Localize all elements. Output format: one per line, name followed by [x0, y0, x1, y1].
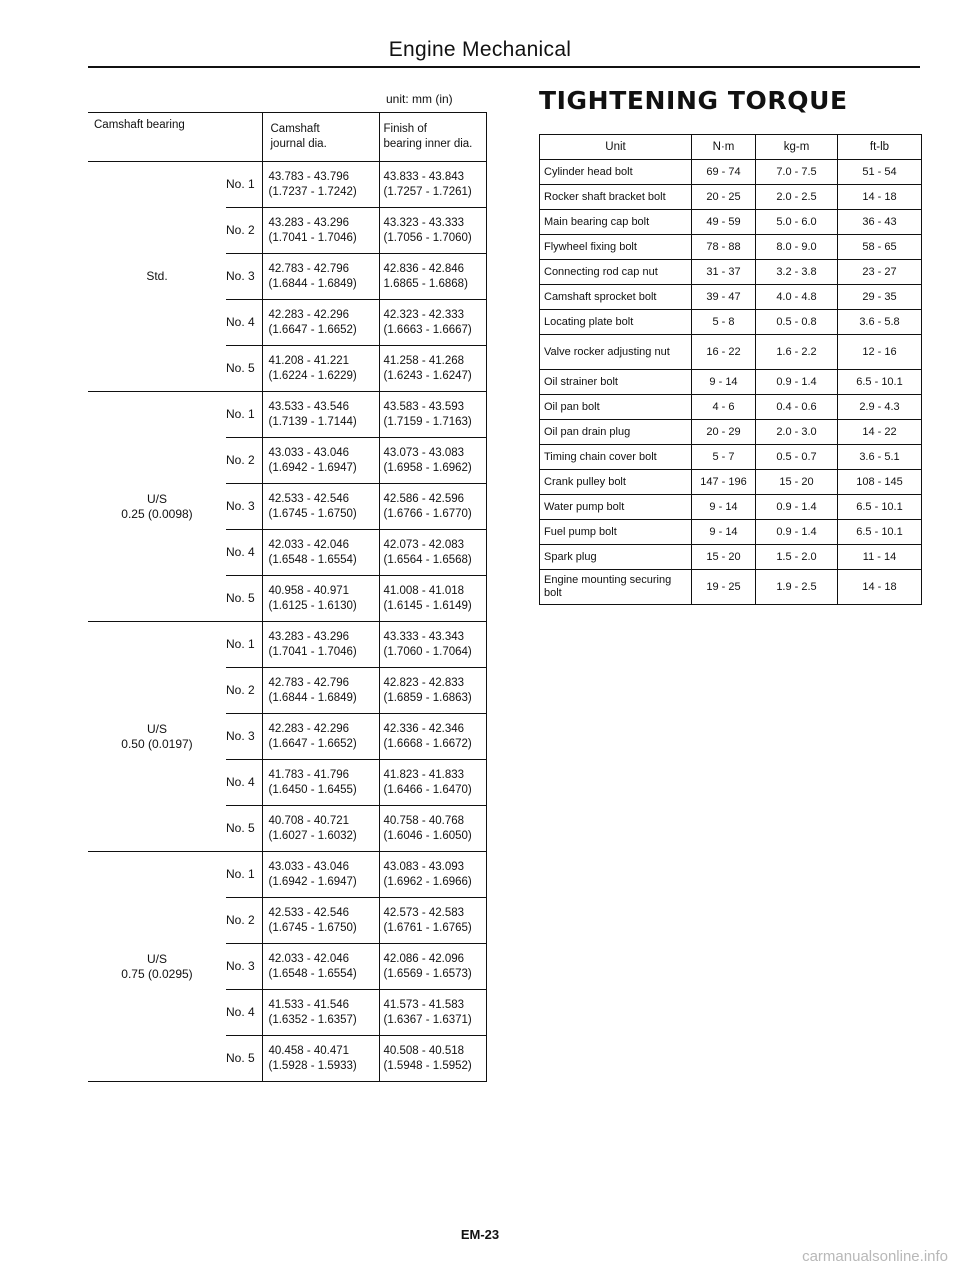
- journal-dia-in: (1.6450 - 1.6455): [268, 783, 357, 796]
- table-row: [540, 520, 922, 545]
- journal-dia-in: (1.6548 - 1.6554): [268, 967, 357, 980]
- finish-dia-in: (1.7257 - 1.7261): [383, 185, 472, 198]
- finish-dia-mm: 41.823 - 41.833: [383, 768, 465, 781]
- torque-kgm-value: 0.4 - 0.6: [756, 395, 838, 420]
- table-row: [540, 260, 922, 285]
- finish-dia-in: (1.6962 - 1.6966): [383, 875, 472, 888]
- finish-dia-in: (1.6668 - 1.6672): [383, 737, 472, 750]
- group-label-line2: 0.75 (0.0295): [121, 966, 193, 981]
- torque-ftlb-value: 3.6 - 5.1: [838, 445, 922, 470]
- bearing-number: No. 4: [226, 760, 262, 806]
- table-row: [88, 622, 486, 668]
- finish-dia-mm: 42.836 - 42.846: [383, 262, 465, 275]
- finish-dia-mm: 42.823 - 42.833: [383, 676, 465, 689]
- bearing-number: No. 4: [226, 990, 262, 1036]
- bearing-number: No. 1: [226, 162, 262, 208]
- bearing-number: No. 5: [226, 1036, 262, 1082]
- torque-nm-value: 20 - 25: [692, 185, 756, 210]
- journal-dia-mm: 43.283 - 43.296: [268, 630, 350, 643]
- finish-header-line2: bearing inner dia.: [383, 138, 473, 150]
- table-row: [540, 210, 922, 235]
- finish-dia-in: (1.6859 - 1.6863): [383, 691, 472, 704]
- header-rule: [88, 66, 920, 68]
- torque-ftlb-value: 6.5 - 10.1: [838, 370, 922, 395]
- table-row: [88, 162, 486, 208]
- torque-ftlb-value: 36 - 43: [838, 210, 922, 235]
- finish-dia-in: (1.7056 - 1.7060): [383, 231, 472, 244]
- table-row: [540, 420, 922, 445]
- journal-dia-in: (1.6647 - 1.6652): [268, 737, 357, 750]
- torque-nm-value: 49 - 59: [692, 210, 756, 235]
- journal-dia-mm: 42.033 - 42.046: [268, 952, 350, 965]
- torque-ftlb-value: 23 - 27: [838, 260, 922, 285]
- journal-dia-cell: [262, 392, 379, 438]
- journal-dia-mm: 43.033 - 43.046: [268, 860, 350, 873]
- journal-dia-mm: 41.533 - 41.546: [268, 998, 350, 1011]
- journal-dia-in: (1.6647 - 1.6652): [268, 323, 357, 336]
- finish-dia-cell: [379, 760, 486, 806]
- finish-dia-mm: 43.833 - 43.843: [383, 170, 465, 183]
- tightening-torque-table: [539, 134, 922, 605]
- camshaft-bearing-table: [88, 112, 487, 1082]
- journal-dia-mm: 42.283 - 42.296: [268, 308, 350, 321]
- finish-dia-in: (1.6046 - 1.6050): [383, 829, 472, 842]
- finish-header-line1: Finish of: [383, 123, 427, 135]
- finish-dia-mm: 41.008 - 41.018: [383, 584, 465, 597]
- finish-dia-in: (1.6958 - 1.6962): [383, 461, 472, 474]
- torque-nm-value: 69 - 74: [692, 160, 756, 185]
- torque-item-name: Engine mounting securing bolt: [540, 570, 692, 605]
- torque-ftlb-value: 6.5 - 10.1: [838, 520, 922, 545]
- finish-dia-mm: 40.758 - 40.768: [383, 814, 465, 827]
- journal-dia-in: (1.6745 - 1.6750): [268, 921, 357, 934]
- bearing-number: No. 4: [226, 530, 262, 576]
- journal-dia-cell: [262, 668, 379, 714]
- tightening-torque-title: TIGHTENING TORQUE: [539, 86, 848, 115]
- bearing-number: No. 3: [226, 944, 262, 990]
- journal-dia-in: (1.6844 - 1.6849): [268, 691, 357, 704]
- finish-dia-in: (1.6761 - 1.6765): [383, 921, 472, 934]
- torque-nm-value: 147 - 196: [692, 470, 756, 495]
- journal-header-line2: journal dia.: [270, 138, 327, 150]
- journal-dia-in: (1.6224 - 1.6229): [268, 369, 357, 382]
- bearing-number: No. 2: [226, 438, 262, 484]
- torque-nm-value: 31 - 37: [692, 260, 756, 285]
- bearing-number: No. 1: [226, 622, 262, 668]
- journal-dia-in: (1.6027 - 1.6032): [268, 829, 357, 842]
- finish-dia-mm: 43.073 - 43.083: [383, 446, 465, 459]
- finish-dia-cell: [379, 254, 486, 300]
- bearing-number: No. 3: [226, 254, 262, 300]
- table-row: [540, 470, 922, 495]
- bearing-group-label: [88, 392, 226, 622]
- finish-dia-mm: 42.073 - 42.083: [383, 538, 465, 551]
- journal-dia-cell: [262, 852, 379, 898]
- journal-dia-cell: [262, 438, 379, 484]
- finish-dia-cell: [379, 484, 486, 530]
- torque-ftlb-value: 108 - 145: [838, 470, 922, 495]
- journal-dia-mm: 43.783 - 43.796: [268, 170, 350, 183]
- torque-item-name: Oil pan drain plug: [540, 420, 692, 445]
- journal-dia-cell: [262, 530, 379, 576]
- torque-item-name: Main bearing cap bolt: [540, 210, 692, 235]
- bearing-number: No. 2: [226, 668, 262, 714]
- finish-dia-cell: [379, 668, 486, 714]
- journal-dia-cell: [262, 622, 379, 668]
- finish-dia-mm: 40.508 - 40.518: [383, 1044, 465, 1057]
- page-header-title: Engine Mechanical: [388, 38, 572, 61]
- journal-dia-header: [262, 113, 379, 162]
- finish-dia-cell: [379, 530, 486, 576]
- torque-nm-value: 16 - 22: [692, 335, 756, 370]
- torque-kgm-value: 0.9 - 1.4: [756, 495, 838, 520]
- journal-dia-cell: [262, 898, 379, 944]
- bearing-number: No. 5: [226, 806, 262, 852]
- group-label-line1: Std.: [146, 269, 168, 283]
- torque-ftlb-value: 6.5 - 10.1: [838, 495, 922, 520]
- journal-dia-mm: 43.033 - 43.046: [268, 446, 350, 459]
- finish-dia-mm: 42.323 - 42.333: [383, 308, 465, 321]
- journal-dia-mm: 43.283 - 43.296: [268, 216, 350, 229]
- torque-kgm-value: 4.0 - 4.8: [756, 285, 838, 310]
- journal-dia-mm: 41.208 - 41.221: [268, 354, 350, 367]
- finish-dia-cell: [379, 806, 486, 852]
- journal-dia-cell: [262, 1036, 379, 1082]
- torque-nm-value: 4 - 6: [692, 395, 756, 420]
- journal-dia-in: (1.6352 - 1.6357): [268, 1013, 357, 1026]
- torque-kgm-value: 7.0 - 7.5: [756, 160, 838, 185]
- torque-item-name: Flywheel fixing bolt: [540, 235, 692, 260]
- journal-dia-mm: 40.708 - 40.721: [268, 814, 350, 827]
- finish-dia-in: (1.6663 - 1.6667): [383, 323, 472, 336]
- journal-dia-mm: 42.033 - 42.046: [268, 538, 350, 551]
- journal-dia-cell: [262, 760, 379, 806]
- finish-dia-mm: 42.336 - 42.346: [383, 722, 465, 735]
- journal-dia-cell: [262, 162, 379, 208]
- torque-table-body: [540, 160, 922, 605]
- finish-dia-header: [379, 113, 486, 162]
- torque-kgm-value: 1.5 - 2.0: [756, 545, 838, 570]
- torque-nm-header: N·m: [692, 135, 756, 160]
- finish-dia-cell: [379, 208, 486, 254]
- finish-dia-cell: [379, 852, 486, 898]
- finish-dia-cell: [379, 162, 486, 208]
- table-row: [88, 392, 486, 438]
- journal-dia-cell: [262, 990, 379, 1036]
- group-label-line2: 0.25 (0.0098): [121, 506, 193, 521]
- journal-dia-mm: 42.533 - 42.546: [268, 492, 350, 505]
- torque-item-name: Fuel pump bolt: [540, 520, 692, 545]
- finish-dia-in: (1.7159 - 1.7163): [383, 415, 472, 428]
- finish-dia-cell: [379, 622, 486, 668]
- journal-dia-in: (1.6844 - 1.6849): [268, 277, 357, 290]
- torque-kgm-header: kg-m: [756, 135, 838, 160]
- bearing-number: No. 2: [226, 898, 262, 944]
- finish-dia-mm: 43.323 - 43.333: [383, 216, 465, 229]
- torque-item-name: Spark plug: [540, 545, 692, 570]
- finish-dia-cell: [379, 898, 486, 944]
- finish-dia-in: (1.6367 - 1.6371): [383, 1013, 472, 1026]
- torque-ftlb-value: 11 - 14: [838, 545, 922, 570]
- torque-ftlb-value: 3.6 - 5.8: [838, 310, 922, 335]
- torque-nm-value: 78 - 88: [692, 235, 756, 260]
- journal-dia-mm: 42.783 - 42.796: [268, 262, 350, 275]
- torque-kgm-value: 5.0 - 6.0: [756, 210, 838, 235]
- journal-dia-mm: 42.283 - 42.296: [268, 722, 350, 735]
- torque-ftlb-value: 14 - 22: [838, 420, 922, 445]
- finish-dia-mm: 41.573 - 41.583: [383, 998, 465, 1011]
- camshaft-unit-note: unit: mm (in): [386, 92, 453, 106]
- torque-nm-value: 5 - 7: [692, 445, 756, 470]
- torque-nm-value: 15 - 20: [692, 545, 756, 570]
- torque-item-name: Rocker shaft bracket bolt: [540, 185, 692, 210]
- finish-dia-in: (1.6569 - 1.6573): [383, 967, 472, 980]
- journal-dia-mm: 41.783 - 41.796: [268, 768, 350, 781]
- torque-kgm-value: 8.0 - 9.0: [756, 235, 838, 260]
- torque-ftlb-value: 51 - 54: [838, 160, 922, 185]
- torque-item-name: Camshaft sprocket bolt: [540, 285, 692, 310]
- table-row: [540, 160, 922, 185]
- torque-kgm-value: 3.2 - 3.8: [756, 260, 838, 285]
- journal-dia-cell: [262, 714, 379, 760]
- bearing-group-label: [88, 622, 226, 852]
- table-row: [540, 335, 922, 370]
- journal-dia-cell: [262, 300, 379, 346]
- journal-dia-cell: [262, 254, 379, 300]
- torque-nm-value: 5 - 8: [692, 310, 756, 335]
- finish-dia-cell: [379, 944, 486, 990]
- torque-nm-value: 9 - 14: [692, 495, 756, 520]
- group-label-line1: U/S: [146, 491, 167, 506]
- bearing-number: No. 3: [226, 484, 262, 530]
- journal-dia-in: (1.6942 - 1.6947): [268, 461, 357, 474]
- journal-dia-in: (1.7237 - 1.7242): [268, 185, 357, 198]
- torque-nm-value: 9 - 14: [692, 370, 756, 395]
- finish-dia-cell: [379, 392, 486, 438]
- torque-nm-value: 39 - 47: [692, 285, 756, 310]
- torque-ftlb-value: 2.9 - 4.3: [838, 395, 922, 420]
- finish-dia-in: 1.6865 - 1.6868): [383, 277, 468, 290]
- journal-header-line1: Camshaft: [270, 123, 320, 135]
- table-row: [540, 445, 922, 470]
- torque-kgm-value: 2.0 - 3.0: [756, 420, 838, 445]
- torque-item-name: Oil strainer bolt: [540, 370, 692, 395]
- journal-dia-mm: 40.958 - 40.971: [268, 584, 350, 597]
- finish-dia-mm: 43.583 - 43.593: [383, 400, 465, 413]
- finish-dia-in: (1.6564 - 1.6568): [383, 553, 472, 566]
- journal-dia-in: (1.6942 - 1.6947): [268, 875, 357, 888]
- finish-dia-cell: [379, 714, 486, 760]
- journal-dia-mm: 43.533 - 43.546: [268, 400, 350, 413]
- torque-ftlb-value: 12 - 16: [838, 335, 922, 370]
- bearing-group-label: [88, 852, 226, 1082]
- group-label-line2: 0.50 (0.0197): [121, 736, 193, 751]
- finish-dia-cell: [379, 1036, 486, 1082]
- journal-dia-mm: 42.783 - 42.796: [268, 676, 350, 689]
- table-row: [540, 285, 922, 310]
- finish-dia-in: (1.6243 - 1.6247): [383, 369, 472, 382]
- camshaft-bearing-header: Camshaft bearing: [88, 113, 262, 162]
- finish-dia-in: (1.6766 - 1.6770): [383, 507, 472, 520]
- torque-ftlb-value: 29 - 35: [838, 285, 922, 310]
- journal-dia-in: (1.6745 - 1.6750): [268, 507, 357, 520]
- torque-item-name: Water pump bolt: [540, 495, 692, 520]
- table-row: [540, 310, 922, 335]
- torque-table-header-row: [540, 135, 922, 160]
- table-row: [540, 570, 922, 605]
- bearing-number: No. 3: [226, 714, 262, 760]
- torque-item-name: Connecting rod cap nut: [540, 260, 692, 285]
- torque-ftlb-value: 58 - 65: [838, 235, 922, 260]
- torque-nm-value: 20 - 29: [692, 420, 756, 445]
- finish-dia-in: (1.6466 - 1.6470): [383, 783, 472, 796]
- journal-dia-cell: [262, 576, 379, 622]
- finish-dia-mm: 42.086 - 42.096: [383, 952, 465, 965]
- torque-kgm-value: 0.5 - 0.8: [756, 310, 838, 335]
- bearing-number: No. 2: [226, 208, 262, 254]
- journal-dia-in: (1.6125 - 1.6130): [268, 599, 357, 612]
- journal-dia-in: (1.7041 - 1.7046): [268, 231, 357, 244]
- torque-item-name: Oil pan bolt: [540, 395, 692, 420]
- torque-kgm-value: 0.9 - 1.4: [756, 370, 838, 395]
- torque-kgm-value: 1.9 - 2.5: [756, 570, 838, 605]
- page-number: EM-23: [460, 1227, 500, 1242]
- torque-kgm-value: 2.0 - 2.5: [756, 185, 838, 210]
- torque-item-name: Valve rocker adjusting nut: [540, 335, 692, 370]
- finish-dia-in: (1.7060 - 1.7064): [383, 645, 472, 658]
- bearing-number: No. 5: [226, 576, 262, 622]
- table-row: [540, 495, 922, 520]
- journal-dia-cell: [262, 208, 379, 254]
- table-row: [540, 395, 922, 420]
- camshaft-table-header-row: [88, 113, 486, 162]
- finish-dia-mm: 42.573 - 42.583: [383, 906, 465, 919]
- table-row: [540, 185, 922, 210]
- torque-kgm-value: 15 - 20: [756, 470, 838, 495]
- finish-dia-in: (1.6145 - 1.6149): [383, 599, 472, 612]
- bearing-group-label: [88, 162, 226, 392]
- journal-dia-mm: 42.533 - 42.546: [268, 906, 350, 919]
- table-row: [540, 370, 922, 395]
- bearing-number: No. 4: [226, 300, 262, 346]
- torque-ftlb-value: 14 - 18: [838, 185, 922, 210]
- journal-dia-cell: [262, 484, 379, 530]
- torque-item-name: Timing chain cover bolt: [540, 445, 692, 470]
- torque-unit-header: Unit: [540, 135, 692, 160]
- camshaft-table-body: [88, 162, 486, 1082]
- finish-dia-cell: [379, 346, 486, 392]
- finish-dia-cell: [379, 576, 486, 622]
- journal-dia-cell: [262, 806, 379, 852]
- torque-kgm-value: 0.5 - 0.7: [756, 445, 838, 470]
- bearing-number: No. 1: [226, 852, 262, 898]
- finish-dia-in: (1.5948 - 1.5952): [383, 1059, 472, 1072]
- table-row: [88, 852, 486, 898]
- finish-dia-mm: 43.083 - 43.093: [383, 860, 465, 873]
- torque-kgm-value: 0.9 - 1.4: [756, 520, 838, 545]
- bearing-number: No. 1: [226, 392, 262, 438]
- finish-dia-mm: 41.258 - 41.268: [383, 354, 465, 367]
- finish-dia-cell: [379, 438, 486, 484]
- torque-nm-value: 9 - 14: [692, 520, 756, 545]
- torque-ftlb-value: 14 - 18: [838, 570, 922, 605]
- torque-kgm-value: 1.6 - 2.2: [756, 335, 838, 370]
- torque-ftlb-header: ft-lb: [838, 135, 922, 160]
- journal-dia-in: (1.6548 - 1.6554): [268, 553, 357, 566]
- table-row: [540, 545, 922, 570]
- bearing-number: No. 5: [226, 346, 262, 392]
- watermark: carmanualsonline.info: [802, 1248, 948, 1265]
- finish-dia-cell: [379, 990, 486, 1036]
- finish-dia-cell: [379, 300, 486, 346]
- journal-dia-in: (1.7139 - 1.7144): [268, 415, 357, 428]
- group-label-line1: U/S: [146, 951, 167, 966]
- table-row: [540, 235, 922, 260]
- journal-dia-cell: [262, 346, 379, 392]
- torque-item-name: Crank pulley bolt: [540, 470, 692, 495]
- torque-nm-value: 19 - 25: [692, 570, 756, 605]
- torque-item-name: Locating plate bolt: [540, 310, 692, 335]
- journal-dia-in: (1.7041 - 1.7046): [268, 645, 357, 658]
- finish-dia-mm: 43.333 - 43.343: [383, 630, 465, 643]
- journal-dia-cell: [262, 944, 379, 990]
- group-label-line1: U/S: [146, 721, 167, 736]
- finish-dia-mm: 42.586 - 42.596: [383, 492, 465, 505]
- journal-dia-mm: 40.458 - 40.471: [268, 1044, 350, 1057]
- torque-item-name: Cylinder head bolt: [540, 160, 692, 185]
- journal-dia-in: (1.5928 - 1.5933): [268, 1059, 357, 1072]
